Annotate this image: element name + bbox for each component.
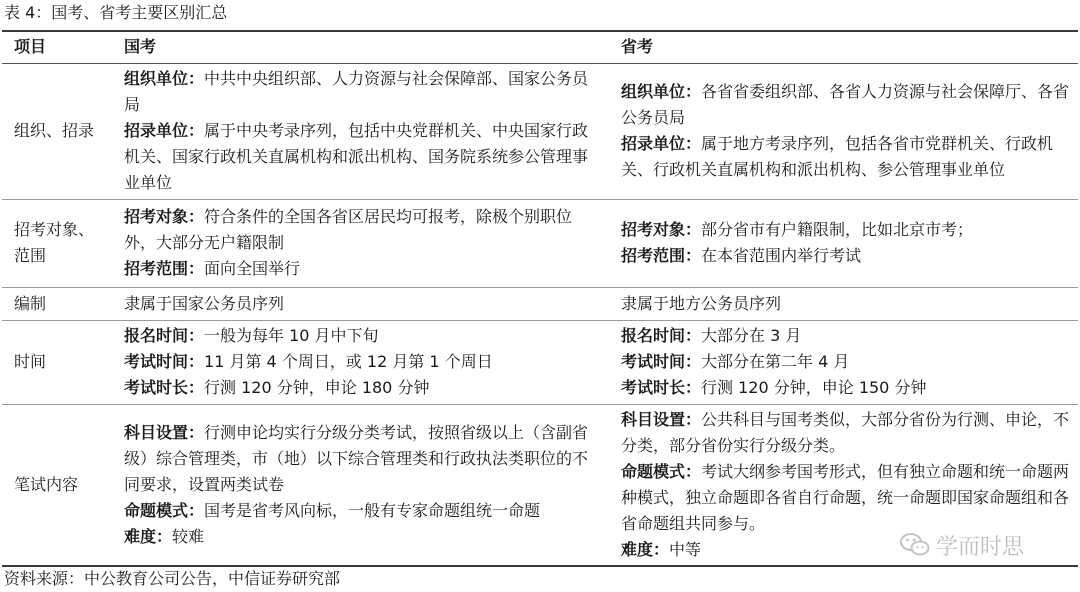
cell-value: 行测 120 分钟，申论 180 分钟 [204,378,430,397]
cell-key: 科目设置： [621,409,702,429]
source-note: 资料来源：中公教育公司公告，中信证券研究部 [4,569,341,588]
guokao-cell [112,320,609,404]
guokao-cell [112,63,609,199]
cell-line [124,66,603,118]
cell-line [124,420,603,498]
cell-key: 组织单位： [621,82,702,101]
cell-line [621,131,1072,183]
cell-value: 面向全国举行 [204,259,301,278]
guokao-cell: 隶属于国家公务员序列 [124,293,285,313]
cell-line [621,323,1072,349]
cell-key: 命题模式： [621,461,702,481]
cell-line [621,375,1072,401]
cell-key: 报名时间： [621,326,702,345]
shengkao-cell [609,63,1078,199]
table-row [2,320,1078,404]
cell-line [621,459,1072,537]
cell-key: 考试时长： [621,378,702,397]
row-label: 组织、招录 [14,121,95,140]
table-row [2,287,1078,320]
cell-value: 较难 [172,526,205,546]
cell-line [124,498,603,524]
cell-line [124,349,603,375]
cell-key: 招考对象： [621,220,702,239]
cell-line [124,524,603,550]
watermark-text: 学而时思 [936,534,1025,560]
cell-key: 科目设置： [124,422,205,442]
cell-value: 中等 [669,539,702,559]
cell-value: 大部分在第二年 4 月 [701,352,850,371]
cell-value: 11 月第 4 个周日，或 12 月第 1 个周日 [204,352,493,371]
cell-value: 行测 120 分钟，申论 150 分钟 [701,378,927,397]
cell-value: 考试大纲参考国考形式，但有独立命题和统一命题两种模式，独立命题即各省自行命题，统一命题即国家命题组和各省命题组共同参与。 [621,461,1070,533]
cell-line [621,79,1072,131]
cell-key: 招考范围： [621,246,702,265]
row-label: 时间 [14,352,47,371]
cell-value: 行测申论均实行分级分类考试，按照省级以上（含副省级）综合管理类，市（地）以下综合管理类和行政执法类职位的不同要求，设置两类试卷 [124,422,589,494]
row-label: 编制 [14,293,47,313]
cell-value: 中共中央组织部、人力资源与社会保障部、国家公务员局 [124,69,589,114]
shengkao-cell [609,199,1078,287]
cell-value: 各省省委组织部、各省人力资源与社会保障厅、各省公务员局 [621,82,1070,127]
cell-line [124,204,603,256]
cell-line [124,323,603,349]
cell-value: 符合条件的全国各省区居民均可报考，除极个别职位外，大部分无户籍限制 [124,207,573,252]
table-row [2,199,1078,287]
cell-line [124,375,603,401]
cell-key: 考试时长： [124,378,205,397]
cell-value: 一般为每年 10 月中下旬 [204,326,379,345]
cell-value: 大部分在 3 月 [701,326,802,345]
cell-line [124,118,603,196]
cell-key: 招考对象： [124,207,205,226]
cell-key: 招录单位： [621,134,702,153]
cell-line [621,349,1072,375]
guokao-cell [112,199,609,287]
guokao-cell [112,404,609,566]
row-label: 招考对象、范围 [14,220,95,265]
cell-value: 国考是省考风向标，一般有专家命题组统一命题 [204,500,541,520]
table-caption: 表 4：国考、省考主要区别汇总 [4,3,228,22]
cell-line [621,407,1072,459]
wechat-icon [900,532,930,558]
cell-key: 难度： [621,539,670,559]
cell-key: 难度： [124,526,173,546]
table-header-row [2,31,1078,63]
header-shengkao: 省考 [621,37,654,57]
cell-key: 招录单位： [124,121,205,140]
cell-key: 报名时间： [124,326,205,345]
cell-key: 招考范围： [124,259,205,278]
cell-value: 部分省市有户籍限制，比如北京市考； [701,220,974,239]
shengkao-cell: 隶属于地方公务员序列 [621,293,782,313]
cell-key: 考试时间： [124,352,205,371]
cell-line [621,217,1072,243]
cell-value: 属于地方考录序列，包括各省市党群机关、行政机关、行政机关直属机构和派出机构、参公管理事业单位 [621,134,1054,179]
cell-key: 命题模式： [124,500,205,520]
cell-key: 组织单位： [124,69,205,88]
header-guokao: 国考 [124,37,157,57]
comparison-table [2,30,1078,567]
cell-value: 公共科目与国考类似，大部分省份为行测、申论，不分类，部分省份实行分级分类。 [621,409,1070,455]
watermark [900,530,1050,560]
cell-value: 在本省范围内举行考试 [701,246,862,265]
cell-line [124,256,603,282]
table-row [2,63,1078,199]
header-item: 项目 [14,37,47,57]
row-label: 笔试内容 [14,474,79,494]
cell-key: 考试时间： [621,352,702,371]
shengkao-cell [609,320,1078,404]
cell-value: 属于中央考录序列，包括中央党群机关、中央国家行政机关、国家行政机关直属机构和派出机构、国务院系统参公管理事业单位 [124,121,589,192]
cell-line [621,243,1072,269]
